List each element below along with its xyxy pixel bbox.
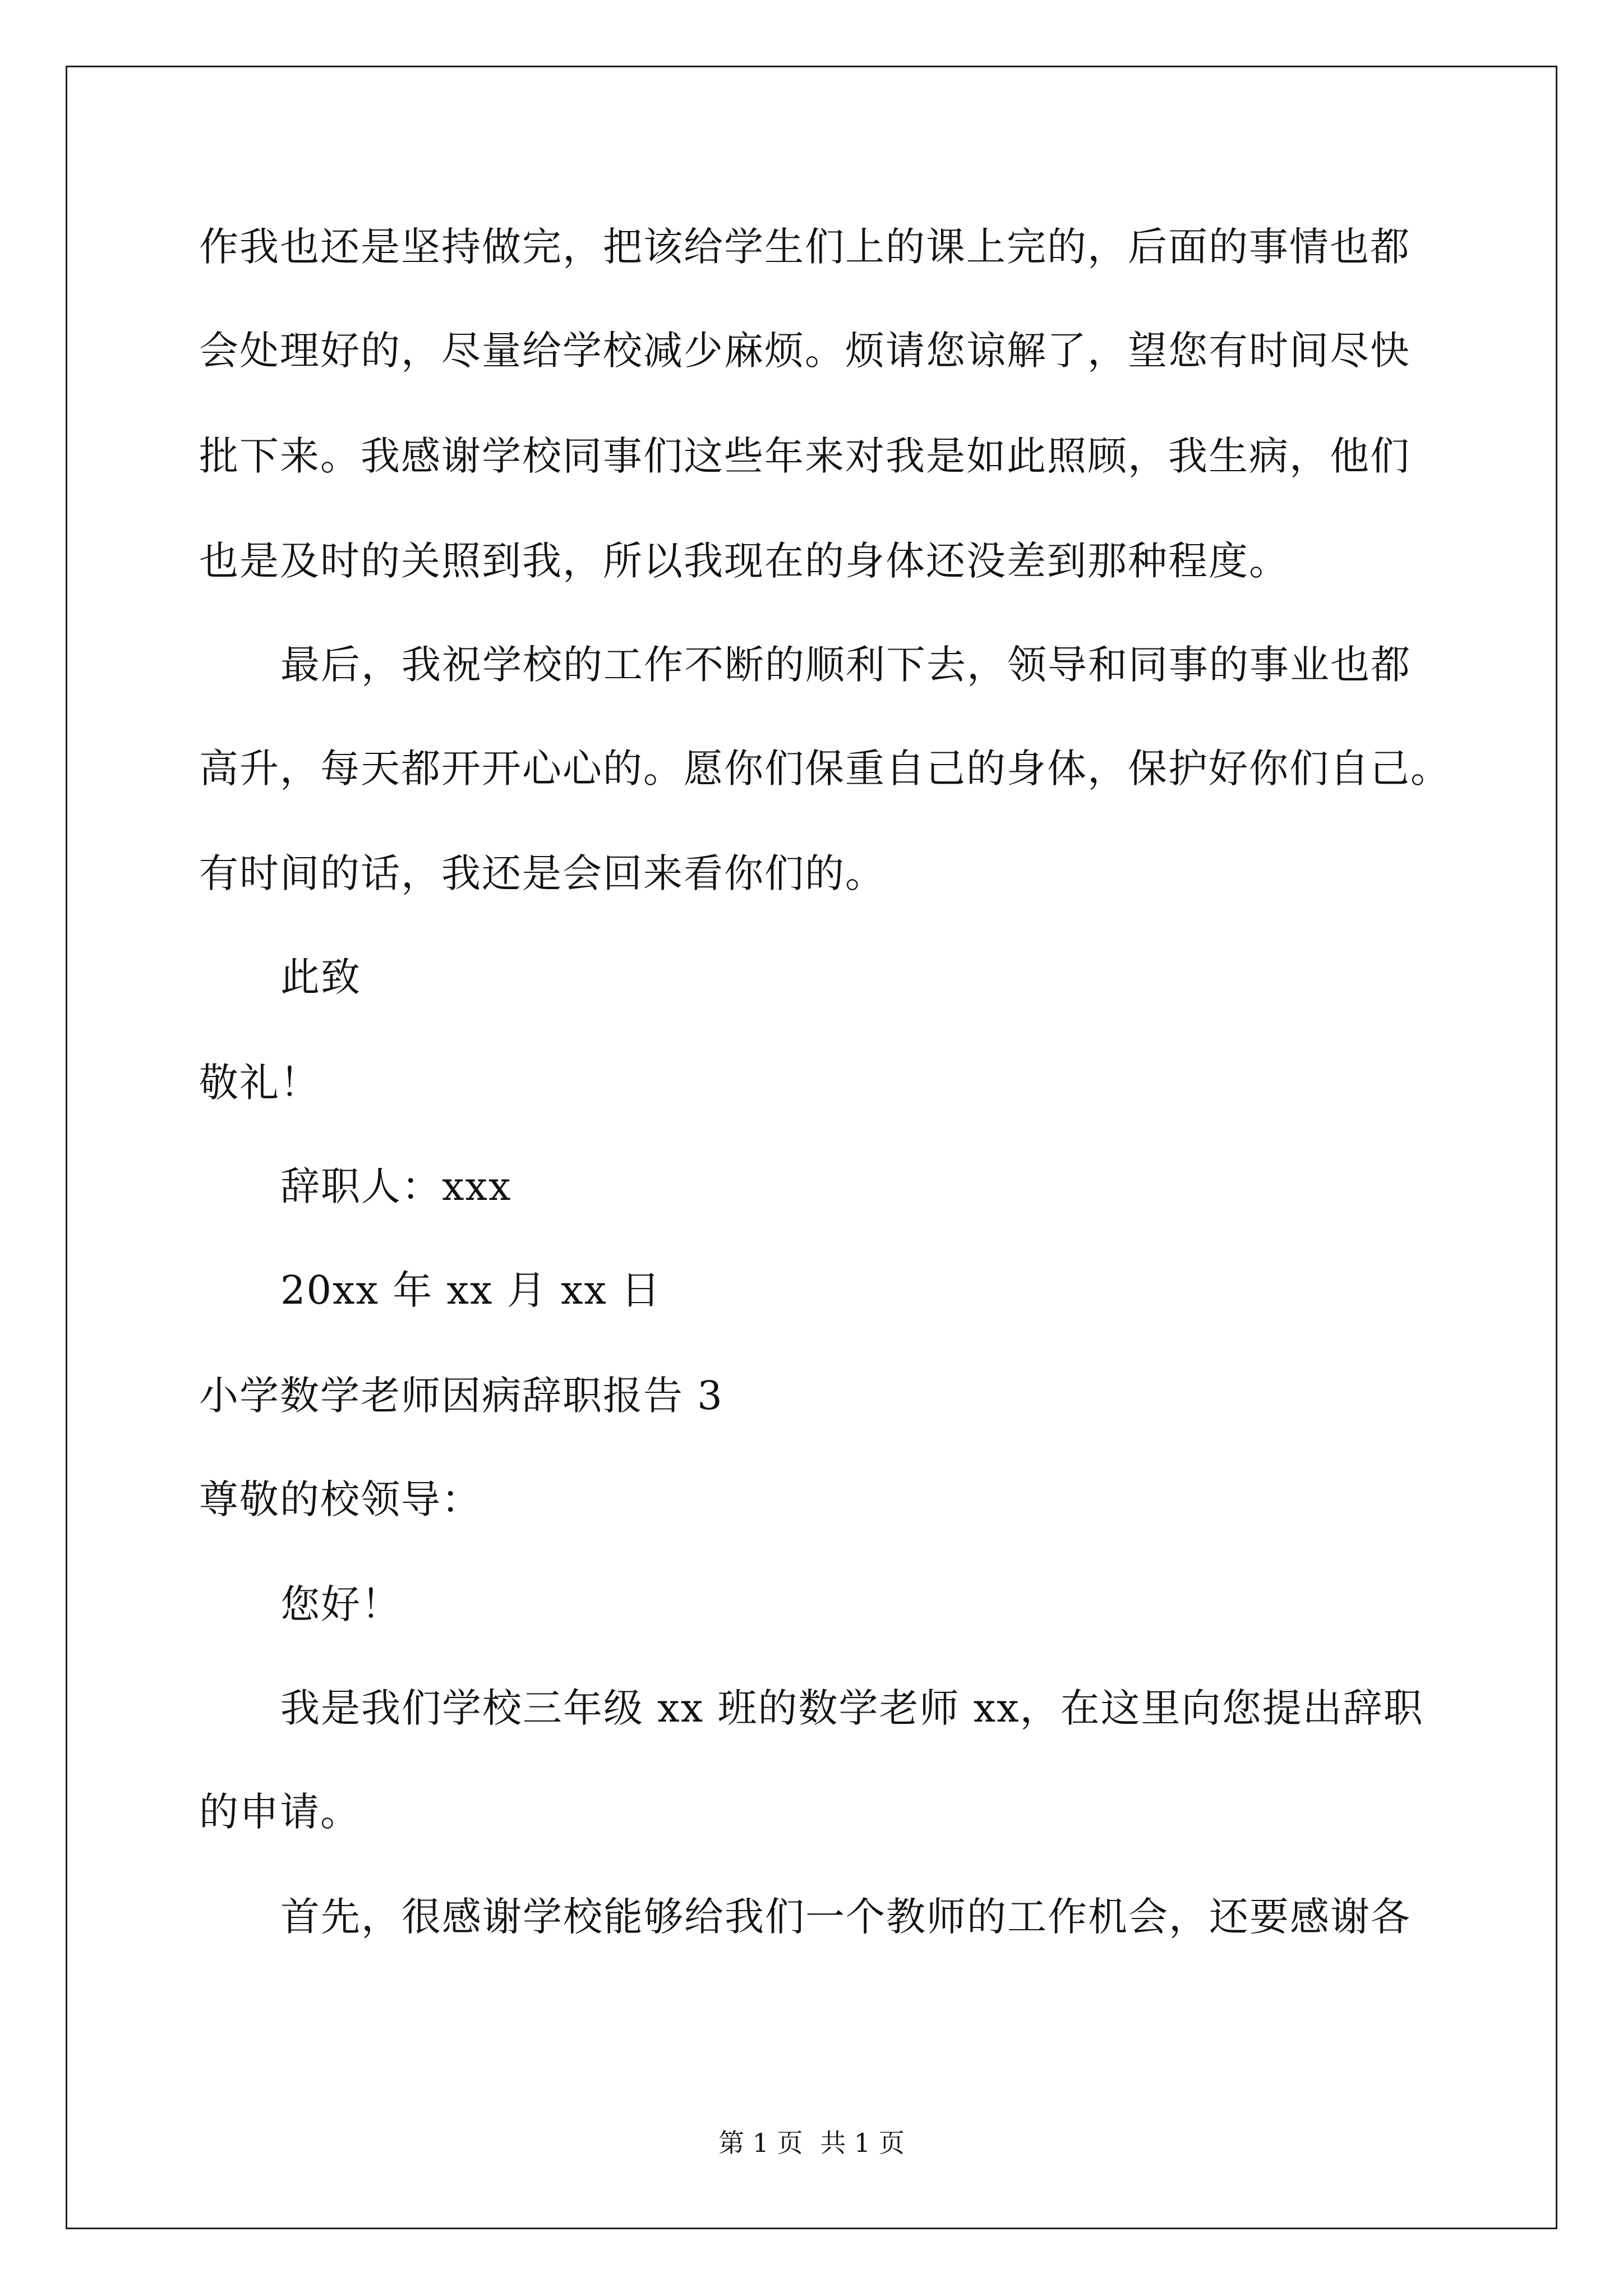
salutation-cizhi: 此致 xyxy=(280,954,361,1000)
section-title: 小学数学老师因病辞职报告 3 xyxy=(199,1373,723,1419)
page-footer xyxy=(0,2126,1623,2160)
body-line-16: 的申请。 xyxy=(199,1789,361,1835)
signature-name: 辞职人：xxx xyxy=(280,1163,512,1209)
body-line-2: 会处理好的，尽量给学校减少麻烦。烦请您谅解了，望您有时间尽快 xyxy=(199,328,1410,374)
body-line-6: 高升，每天都开开心心的。愿你们保重自己的身体，保护好你们自己。 xyxy=(199,746,1451,792)
body-line-7: 有时间的话，我还是会回来看你们的。 xyxy=(199,850,886,896)
greeting-recipient: 尊敬的校领导： xyxy=(199,1476,482,1522)
greeting-hello: 您好！ xyxy=(280,1581,402,1627)
page-total: 共 1 页 xyxy=(820,2128,905,2158)
salutation-jingli: 敬礼！ xyxy=(199,1060,320,1106)
body-line-4: 也是及时的关照到我，所以我现在的身体还没差到那种程度。 xyxy=(199,538,1289,584)
body-line-1: 作我也还是坚持做完，把该给学生们上的课上完的，后面的事情也都 xyxy=(199,224,1410,270)
body-line-3: 批下来。我感谢学校同事们这些年来对我是如此照顾，我生病，他们 xyxy=(199,433,1410,479)
paragraph-closing-start: 最后，我祝学校的工作不断的顺利下去，领导和同事的事业也都 xyxy=(280,642,1411,688)
paragraph-intro-start: 我是我们学校三年级 xx 班的数学老师 xx，在这里向您提出辞职 xyxy=(280,1685,1424,1731)
signature-date: 20xx 年 xx 月 xx 日 xyxy=(280,1267,662,1313)
page-number: 第 1 页 xyxy=(718,2128,803,2158)
paragraph-thanks-start: 首先，很感谢学校能够给我们一个教师的工作机会，还要感谢各 xyxy=(280,1894,1411,1940)
